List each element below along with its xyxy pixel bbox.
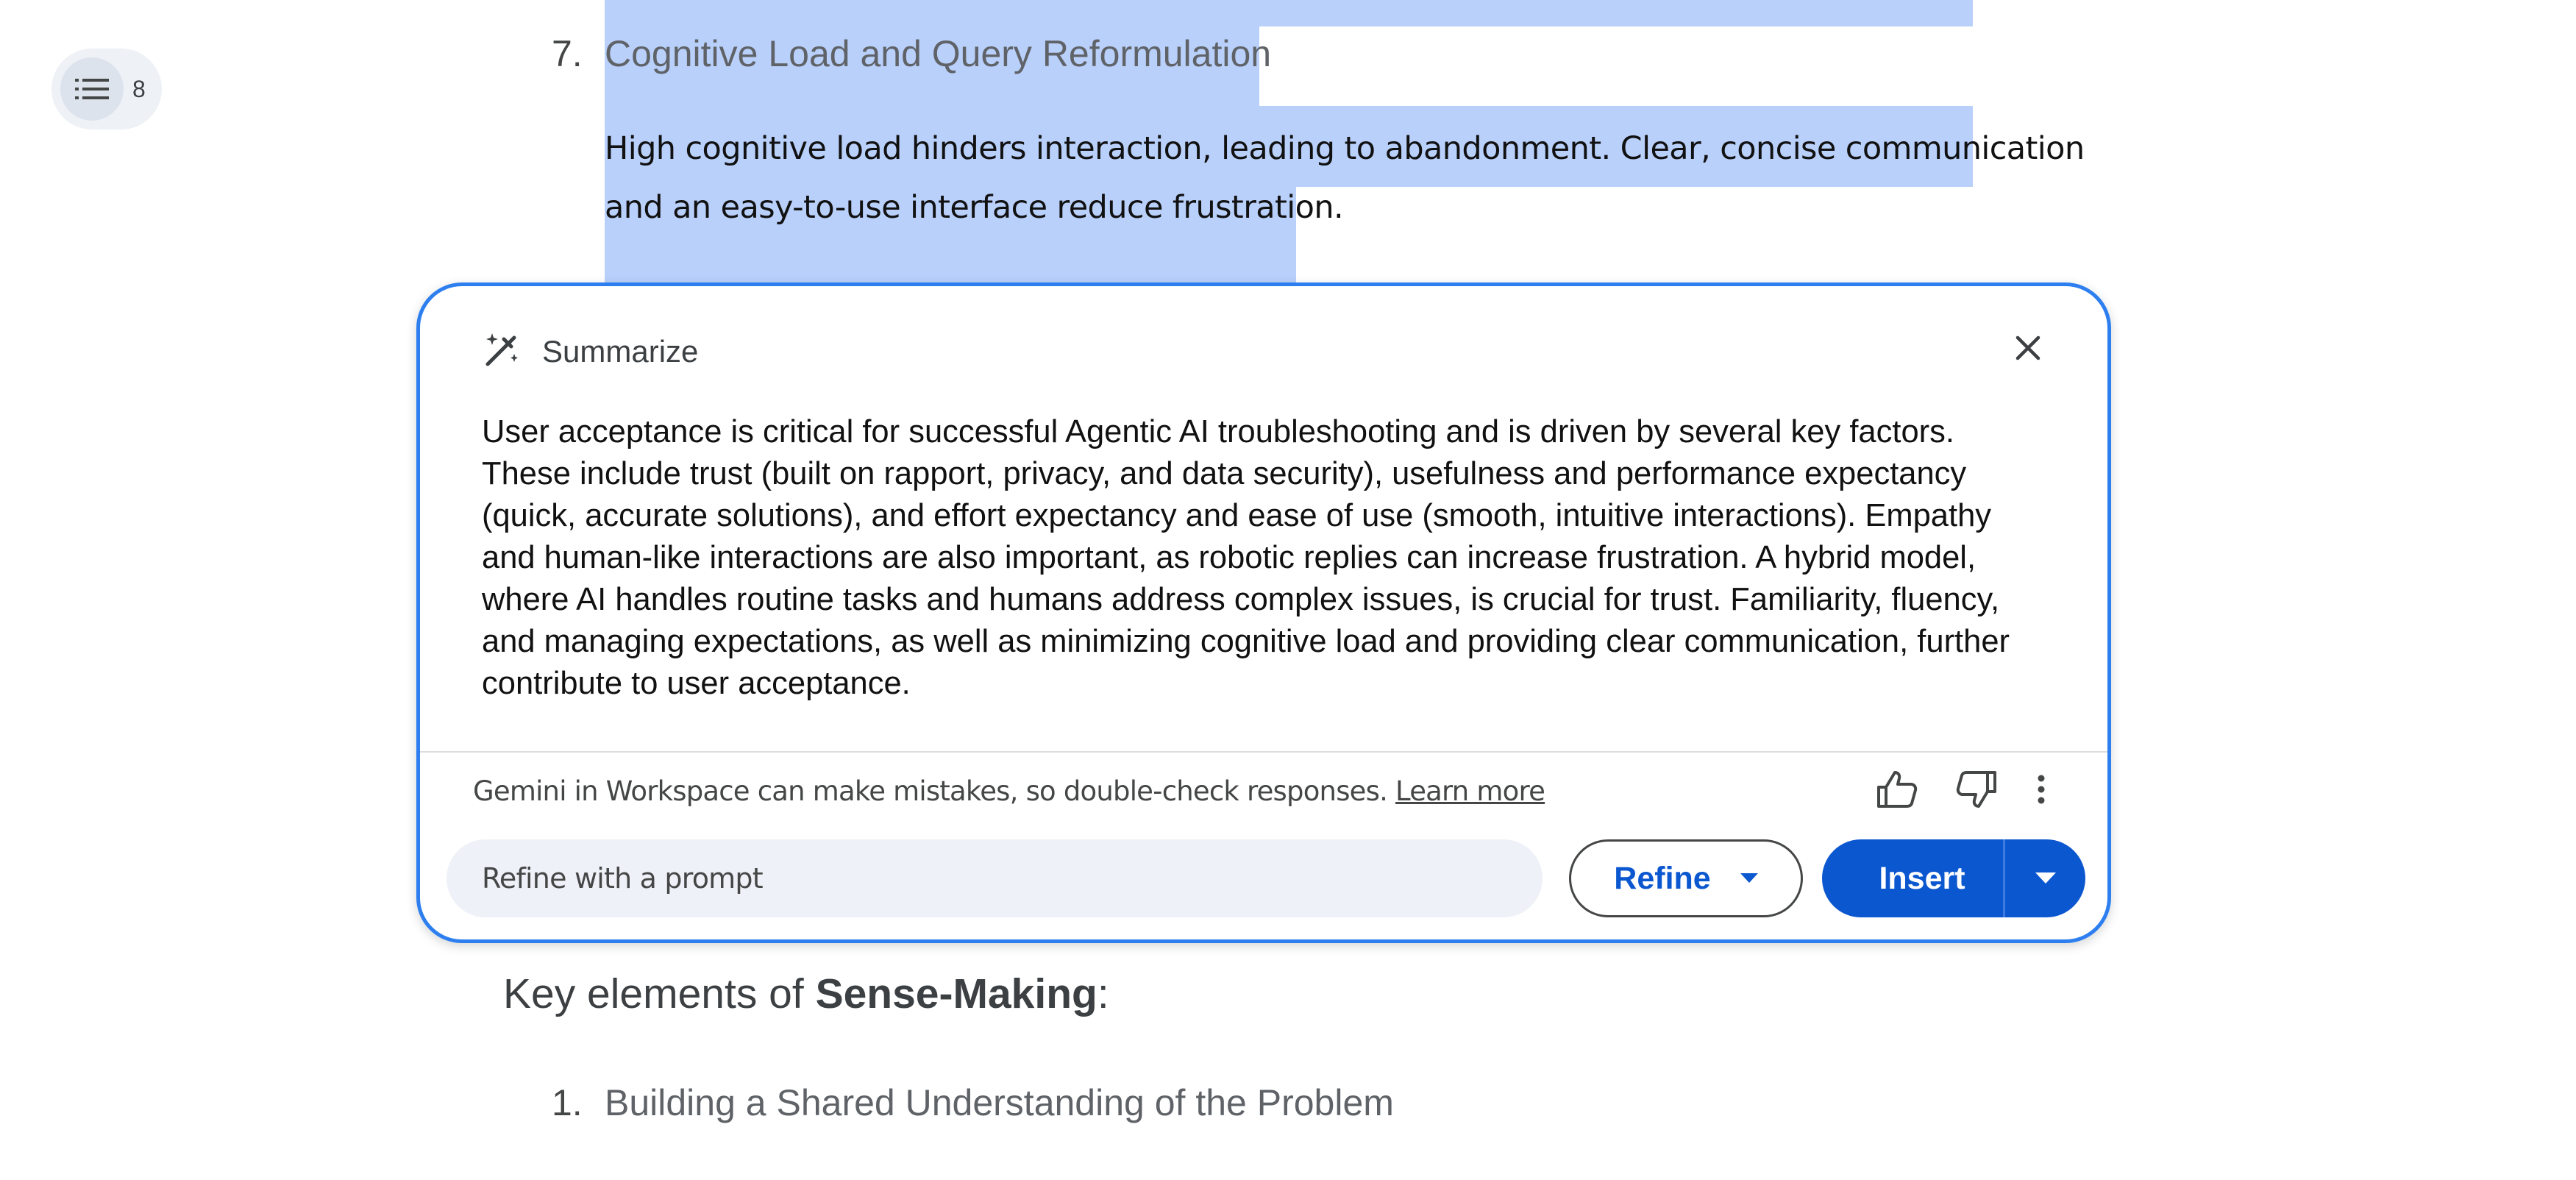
paragraph-line: High cognitive load hinders interaction, leading to abandonment. Clear, concise communication bbox=[605, 130, 2085, 167]
insert-split-button bbox=[1822, 839, 2085, 917]
thumbs-down-button[interactable] bbox=[1949, 763, 2004, 819]
thumbs-down-icon bbox=[1955, 770, 1998, 813]
caret-down-icon bbox=[1740, 873, 1758, 884]
refine-prompt-input[interactable] bbox=[446, 839, 1543, 917]
disclaimer bbox=[473, 775, 1545, 807]
summarize-panel bbox=[416, 282, 2111, 943]
close-icon bbox=[2015, 335, 2041, 365]
insert-button[interactable] bbox=[1822, 839, 2003, 917]
list-number: 7. bbox=[552, 33, 583, 74]
refine-label: Refine bbox=[1614, 860, 1711, 896]
section-heading: Cognitive Load and Query Reformulation bbox=[605, 33, 1272, 74]
selection-highlight bbox=[605, 0, 1973, 26]
close-button[interactable] bbox=[2004, 326, 2052, 373]
panel-header bbox=[482, 330, 698, 372]
paragraph-line: and an easy-to-use interface reduce frustration. bbox=[605, 189, 1344, 226]
insert-options-dropdown[interactable] bbox=[2005, 839, 2085, 917]
heading-prefix: Key elements of bbox=[503, 970, 816, 1017]
thumbs-up-icon bbox=[1876, 770, 1918, 813]
more-vert-icon bbox=[2037, 775, 2046, 808]
summary-text: User acceptance is critical for successful Agentic AI troubleshooting and is driven by several key factors. These include trust (built on rapport, privacy, and data security), usefulness and performance expectancy (quick, accurate solutions), and effort expectancy and ease of use (smooth, intuitive interactions). Empathy and human-like interactions are also important, as robotic replies can increase frustration. A hybrid model, where AI handles routine tasks and humans address complex issues, is crucial for trust. Familiarity, fluency, and managing expectations, as well as minimizing cognitive load and providing clear communication, further contribute to user acceptance. bbox=[482, 414, 2010, 701]
learn-more-link[interactable]: Learn more bbox=[1395, 775, 1545, 807]
caret-down-icon bbox=[2035, 872, 2056, 884]
thumbs-up-button[interactable] bbox=[1869, 763, 1925, 819]
divider bbox=[420, 751, 2107, 753]
refine-button[interactable] bbox=[1569, 839, 1803, 917]
disclaimer-text: Gemini in Workspace can make mistakes, so double-check responses. bbox=[473, 775, 1388, 807]
document-outline-button[interactable] bbox=[51, 49, 162, 129]
pen-sparkle-icon bbox=[482, 330, 520, 372]
insert-label: Insert bbox=[1879, 860, 1965, 896]
heading-bold-term: Sense-Making bbox=[815, 970, 1097, 1017]
heading-suffix: : bbox=[1097, 970, 1109, 1017]
list-number: 1. bbox=[552, 1082, 583, 1123]
section-subheading bbox=[503, 970, 1109, 1018]
more-options-button[interactable] bbox=[2013, 763, 2069, 819]
panel-title: Summarize bbox=[542, 333, 699, 369]
outline-list-icon bbox=[60, 57, 124, 121]
section-heading: Building a Shared Understanding of the Problem bbox=[605, 1082, 1394, 1123]
outline-count: 8 bbox=[132, 75, 146, 102]
